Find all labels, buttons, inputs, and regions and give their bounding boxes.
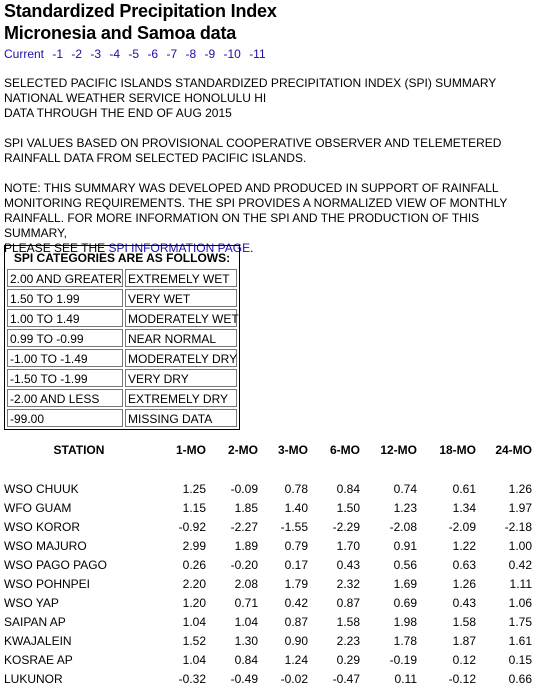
table-header-row — [4, 440, 532, 460]
spi-value-cell: -2.29 — [332, 519, 360, 534]
spi-value-cell: 1.00 — [508, 538, 532, 553]
table-body — [4, 460, 532, 688]
station-cell: WSO MAJURO — [4, 538, 87, 553]
spi-value-cell: 1.87 — [452, 633, 476, 648]
category-range: 0.99 TO -0.99 — [7, 329, 123, 347]
station-cell: WSO KOROR — [4, 519, 81, 534]
category-range: -2.00 AND LESS — [7, 389, 123, 407]
period-nav — [4, 47, 544, 61]
note-line-2: MONITORING REQUIREMENTS. THE SPI PROVIDES A NORMALIZED VIEW OF MONTHLY — [4, 196, 508, 210]
spi-value-cell: 1.89 — [234, 538, 258, 553]
category-row — [7, 349, 237, 367]
title-line-1: Standardized Precipitation Index — [4, 1, 277, 21]
category-label: EXTREMELY DRY — [125, 389, 237, 407]
category-row — [7, 409, 237, 427]
categories-heading: SPI CATEGORIES ARE AS FOLLOWS: — [13, 251, 231, 265]
nav-link-minus-8[interactable]: -8 — [185, 47, 197, 61]
spi-value-cell: 2.99 — [182, 538, 206, 553]
spi-value-cell: -1.55 — [280, 519, 308, 534]
spi-value-cell: 0.79 — [284, 538, 308, 553]
nav-link-minus-6[interactable]: -6 — [147, 47, 159, 61]
category-row — [7, 269, 237, 287]
spacer-row — [4, 460, 532, 479]
spi-value-cell: 0.74 — [393, 481, 417, 496]
table-row — [4, 650, 532, 669]
spi-value-cell: 1.23 — [393, 500, 417, 515]
note-suffix: . — [250, 241, 254, 255]
spi-value-cell: 0.87 — [284, 614, 308, 629]
spi-value-cell: 1.26 — [508, 481, 532, 496]
spi-value-cell: -0.20 — [230, 557, 258, 572]
spi-value-cell: -2.18 — [504, 519, 532, 534]
col-header-2mo: 2-MO — [228, 443, 258, 457]
category-range: -1.00 TO -1.49 — [7, 349, 123, 367]
spi-value-cell: 1.24 — [284, 652, 308, 667]
table-row — [4, 631, 532, 650]
spi-value-cell: 1.98 — [393, 614, 417, 629]
basis-line-2: RAINFALL DATA FROM SELECTED PACIFIC ISLANDS. — [4, 151, 307, 165]
spi-value-cell: -0.09 — [230, 481, 258, 496]
page-title — [4, 0, 544, 44]
spi-value-cell: 1.04 — [234, 614, 258, 629]
spi-value-cell: 1.04 — [182, 652, 206, 667]
nav-link-minus-3[interactable]: -3 — [90, 47, 102, 61]
spi-categories-box — [4, 245, 240, 430]
nav-link-minus-7[interactable]: -7 — [166, 47, 178, 61]
summary-line-1: SELECTED PACIFIC ISLANDS STANDARDIZED PRECIPITATION INDEX (SPI) SUMMARY — [4, 76, 497, 90]
spi-value-cell: 0.61 — [452, 481, 476, 496]
table-row — [4, 669, 532, 688]
spi-value-cell: -0.92 — [178, 519, 206, 534]
note-line-3: RAINFALL. FOR MORE INFORMATION ON THE SPI AND THE PRODUCTION OF THIS SUMMARY, — [4, 211, 480, 240]
category-row — [7, 329, 237, 347]
spi-value-cell: 2.20 — [182, 576, 206, 591]
spi-value-cell: 2.08 — [234, 576, 258, 591]
spi-value-cell: 0.87 — [336, 595, 360, 610]
spi-value-cell: -0.02 — [280, 671, 308, 686]
title-line-2: Micronesia and Samoa data — [4, 23, 237, 43]
category-label: VERY WET — [125, 289, 237, 307]
spi-value-cell: -0.32 — [178, 671, 206, 686]
spi-value-cell: 0.43 — [336, 557, 360, 572]
station-cell: WSO CHUUK — [4, 481, 79, 496]
note-prefix: PLEASE SEE THE — [4, 241, 109, 255]
spi-value-cell: 0.78 — [284, 481, 308, 496]
table-row — [4, 574, 532, 593]
spi-value-cell: 0.84 — [336, 481, 360, 496]
station-cell: KWAJALEIN — [4, 633, 72, 648]
col-header-3mo: 3-MO — [278, 443, 308, 457]
nav-link-minus-5[interactable]: -5 — [128, 47, 140, 61]
station-cell: WSO YAP — [4, 595, 59, 610]
nav-link-minus-2[interactable]: -2 — [71, 47, 83, 61]
spi-value-cell: 0.11 — [394, 671, 417, 686]
spi-value-cell: 1.61 — [508, 633, 532, 648]
table-row — [4, 555, 532, 574]
data-basis-text — [4, 136, 544, 166]
spi-value-cell: -0.12 — [448, 671, 476, 686]
category-label: NEAR NORMAL — [125, 329, 237, 347]
station-cell: LUKUNOR — [4, 671, 63, 686]
spi-value-cell: 1.25 — [182, 481, 206, 496]
spi-value-cell: 1.50 — [336, 500, 360, 515]
category-row — [7, 309, 237, 327]
nav-link-minus-10[interactable]: -10 — [223, 47, 241, 61]
spi-value-cell: 0.91 — [393, 538, 417, 553]
category-label: MODERATELY WET — [125, 309, 237, 327]
nav-link-current[interactable]: Current — [4, 47, 45, 61]
category-row — [7, 389, 237, 407]
col-header-12mo: 12-MO — [380, 443, 417, 457]
category-row — [7, 369, 237, 387]
spi-value-cell: 1.30 — [234, 633, 258, 648]
spi-value-cell: 1.06 — [508, 595, 532, 610]
table-row — [4, 612, 532, 631]
spi-value-cell: 0.42 — [508, 557, 532, 572]
spi-value-cell: 1.78 — [393, 633, 417, 648]
station-cell: KOSRAE AP — [4, 652, 73, 667]
category-range: 2.00 AND GREATER — [7, 269, 123, 287]
category-range: -1.50 TO -1.99 — [7, 369, 123, 387]
spi-value-cell: 1.69 — [393, 576, 417, 591]
category-label: EXTREMELY WET — [125, 269, 237, 287]
station-cell: WFO GUAM — [4, 500, 72, 515]
spi-value-cell: 0.71 — [234, 595, 258, 610]
spi-value-cell: 1.58 — [452, 614, 476, 629]
col-header-1mo: 1-MO — [176, 443, 206, 457]
page — [4, 0, 544, 686]
col-header-24mo: 24-MO — [495, 443, 532, 457]
spi-value-cell: 1.15 — [182, 500, 206, 515]
spi-value-cell: 0.12 — [452, 652, 476, 667]
spi-value-cell: -2.08 — [389, 519, 417, 534]
table-row — [4, 479, 532, 498]
spi-value-cell: 0.90 — [284, 633, 308, 648]
spi-value-cell: 0.15 — [508, 652, 532, 667]
nav-link-minus-11[interactable]: -11 — [249, 47, 266, 61]
spi-info-link[interactable]: SPI INFORMATION PAGE — [108, 241, 251, 255]
spi-value-cell: 1.70 — [336, 538, 360, 553]
spi-value-cell: 1.79 — [284, 576, 308, 591]
table-row — [4, 536, 532, 555]
nav-link-minus-4[interactable]: -4 — [109, 47, 121, 61]
category-row — [7, 289, 237, 307]
col-header-18mo: 18-MO — [439, 443, 476, 457]
spi-value-cell: 1.85 — [234, 500, 258, 515]
spi-value-cell: 0.17 — [284, 557, 308, 572]
table-row — [4, 517, 532, 536]
spi-value-cell: 1.20 — [182, 595, 206, 610]
spi-value-cell: 0.63 — [452, 557, 476, 572]
spi-value-cell: -0.49 — [230, 671, 258, 686]
spi-value-cell: 2.23 — [336, 633, 360, 648]
station-cell: WSO PAGO PAGO — [4, 557, 107, 572]
nav-link-minus-9[interactable]: -9 — [204, 47, 216, 61]
category-label: VERY DRY — [125, 369, 237, 387]
table-row — [4, 593, 532, 612]
category-label: MISSING DATA — [125, 409, 237, 427]
spi-table — [4, 440, 532, 688]
spi-value-cell: 0.69 — [393, 595, 417, 610]
spi-value-cell: 1.11 — [509, 576, 532, 591]
spi-value-cell: 0.56 — [393, 557, 417, 572]
category-range: -99.00 — [7, 409, 123, 427]
nav-link-minus-1[interactable]: -1 — [52, 47, 64, 61]
col-header-6mo: 6-MO — [330, 443, 360, 457]
spi-value-cell: 0.42 — [284, 595, 308, 610]
spi-value-cell: 1.22 — [452, 538, 476, 553]
spi-value-cell: 1.34 — [452, 500, 476, 515]
note-line-1: NOTE: THIS SUMMARY WAS DEVELOPED AND PRODUCED IN SUPPORT OF RAINFALL — [4, 181, 499, 195]
spi-value-cell: 1.04 — [182, 614, 206, 629]
station-cell: WSO POHNPEI — [4, 576, 91, 591]
station-cell: SAIPAN AP — [4, 614, 66, 629]
spi-value-cell: 0.29 — [336, 652, 360, 667]
spi-value-cell: 0.66 — [508, 671, 532, 686]
summary-line-2: NATIONAL WEATHER SERVICE HONOLULU HI — [4, 91, 267, 105]
spi-value-cell: 0.43 — [452, 595, 476, 610]
spi-value-cell: 0.84 — [234, 652, 258, 667]
spi-value-cell: -2.09 — [448, 519, 476, 534]
spi-value-cell: 1.75 — [508, 614, 532, 629]
spacer-cell — [4, 460, 532, 479]
table-row — [4, 498, 532, 517]
category-range: 1.50 TO 1.99 — [7, 289, 123, 307]
spi-value-cell: 1.97 — [508, 500, 532, 515]
col-header-station: STATION — [53, 443, 105, 457]
spi-value-cell: -2.27 — [230, 519, 258, 534]
spi-value-cell: 0.26 — [182, 557, 206, 572]
basis-line-1: SPI VALUES BASED ON PROVISIONAL COOPERATIVE OBSERVER AND TELEMETERED — [4, 136, 502, 150]
summary-line-3: DATA THROUGH THE END OF AUG 2015 — [4, 106, 232, 120]
category-range: 1.00 TO 1.49 — [7, 309, 123, 327]
spi-value-cell: 2.32 — [336, 576, 360, 591]
spi-value-cell: 1.52 — [182, 633, 206, 648]
spi-value-cell: -0.19 — [389, 652, 417, 667]
spi-value-cell: -0.47 — [332, 671, 360, 686]
spi-value-cell: 1.40 — [284, 500, 308, 515]
summary-heading — [4, 76, 544, 121]
spi-value-cell: 1.26 — [452, 576, 476, 591]
spi-value-cell: 1.58 — [336, 614, 360, 629]
category-label: MODERATELY DRY — [125, 349, 237, 367]
